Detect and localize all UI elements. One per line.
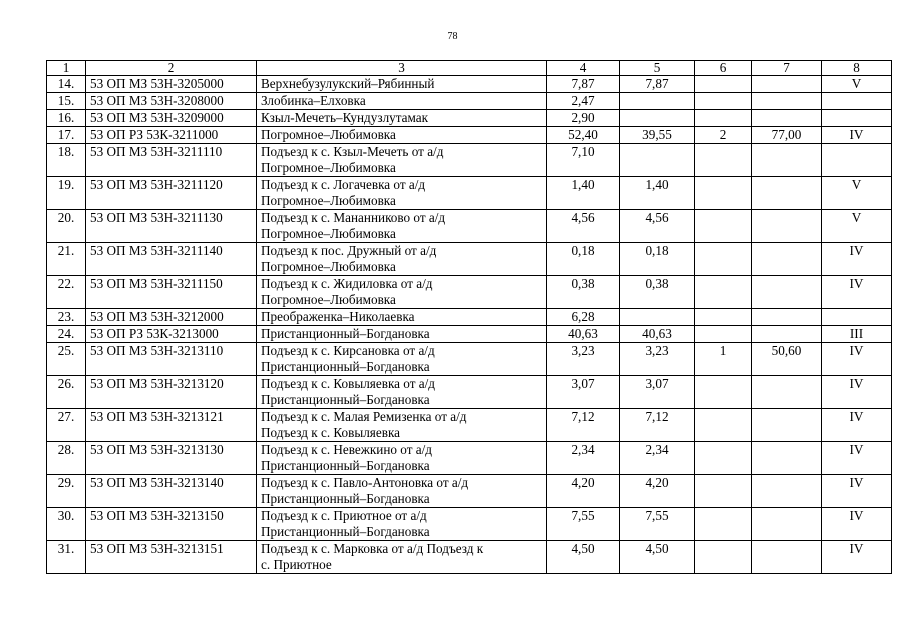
table-row: [47, 276, 892, 309]
table-row: [47, 343, 892, 376]
length-cell: 4,20: [547, 475, 620, 508]
road-name-line-2: Пристанционный–Богдановка: [261, 359, 430, 374]
width-cell: [752, 409, 822, 442]
category-cell: IV: [822, 127, 892, 144]
category-cell: V: [822, 210, 892, 243]
lanes-cell: 1: [695, 343, 752, 376]
hard-surface-length-cell: [620, 110, 695, 127]
road-name-line: Погромное–Любимовка: [261, 127, 396, 142]
lanes-cell: [695, 210, 752, 243]
road-name-line: Подъезд к с. Кирсановка от а/д: [261, 343, 435, 358]
category-cell: IV: [822, 508, 892, 541]
header-cell: 4: [547, 61, 620, 76]
road-name-line-2: с. Приютное: [261, 557, 332, 572]
row-number-cell: 30.: [47, 508, 86, 541]
table-row: [47, 326, 892, 343]
road-code-cell: 53 ОП МЗ 53Н-3213150: [86, 508, 257, 541]
road-code-cell: 53 ОП МЗ 53Н-3211150: [86, 276, 257, 309]
header-cell: 3: [257, 61, 547, 76]
road-name-line: Подъезд к с. Павло-Антоновка от а/д: [261, 475, 469, 490]
length-cell: 0,38: [547, 276, 620, 309]
length-cell: 52,40: [547, 127, 620, 144]
road-name-line: Преображенка–Николаевка: [261, 309, 415, 324]
road-name-cell: [257, 508, 547, 541]
length-cell: 3,07: [547, 376, 620, 409]
row-number-cell: 31.: [47, 541, 86, 574]
hard-surface-length-cell: [620, 93, 695, 110]
lanes-cell: [695, 177, 752, 210]
road-name-line-2: Пристанционный–Богдановка: [261, 524, 430, 539]
road-name-line: Подъезд к с. Марковка от а/д Подъезд к: [261, 541, 484, 556]
road-name-line: Подъезд к с. Мананниково от а/д: [261, 210, 446, 225]
lanes-cell: [695, 276, 752, 309]
road-name-line: Кзыл-Мечеть–Кундузлутамак: [261, 110, 429, 125]
table-row: [47, 144, 892, 177]
length-cell: 0,18: [547, 243, 620, 276]
width-cell: [752, 309, 822, 326]
lanes-cell: [695, 144, 752, 177]
length-cell: 6,28: [547, 309, 620, 326]
road-name-line-2: Пристанционный–Богдановка: [261, 491, 430, 506]
table-row: [47, 177, 892, 210]
row-number-cell: 22.: [47, 276, 86, 309]
row-number-cell: 19.: [47, 177, 86, 210]
table-row: [47, 508, 892, 541]
length-cell: 40,63: [547, 326, 620, 343]
header-cell: 1: [47, 61, 86, 76]
road-name-line: Подъезд к с. Кзыл-Мечеть от а/д: [261, 144, 444, 159]
road-name-cell: [257, 93, 547, 110]
hard-surface-length-cell: 7,12: [620, 409, 695, 442]
page-number: 78: [447, 31, 458, 42]
road-name-cell: [257, 326, 547, 343]
road-name-cell: [257, 442, 547, 475]
road-name-line: Пристанционный–Богдановка: [261, 326, 430, 341]
category-cell: V: [822, 177, 892, 210]
lanes-cell: 2: [695, 127, 752, 144]
category-cell: III: [822, 326, 892, 343]
width-cell: [752, 177, 822, 210]
length-cell: 4,56: [547, 210, 620, 243]
category-cell: IV: [822, 243, 892, 276]
length-cell: 2,90: [547, 110, 620, 127]
road-code-cell: 53 ОП МЗ 53Н-3213151: [86, 541, 257, 574]
road-code-cell: 53 ОП МЗ 53Н-3211120: [86, 177, 257, 210]
road-name-cell: [257, 210, 547, 243]
hard-surface-length-cell: 2,34: [620, 442, 695, 475]
lanes-cell: [695, 508, 752, 541]
road-name-cell: [257, 110, 547, 127]
road-name-cell: [257, 475, 547, 508]
road-name-line: Подъезд к с. Ковыляевка от а/д: [261, 376, 436, 391]
row-number-cell: 24.: [47, 326, 86, 343]
table-row: [47, 442, 892, 475]
length-cell: 2,47: [547, 93, 620, 110]
road-code-cell: 53 ОП МЗ 53Н-3212000: [86, 309, 257, 326]
road-name-cell: [257, 343, 547, 376]
road-code-cell: 53 ОП РЗ 53К-3213000: [86, 326, 257, 343]
road-code-cell: 53 ОП МЗ 53Н-3213110: [86, 343, 257, 376]
lanes-cell: [695, 93, 752, 110]
road-code-cell: 53 ОП МЗ 53Н-3205000: [86, 76, 257, 93]
length-cell: 3,23: [547, 343, 620, 376]
row-number-cell: 25.: [47, 343, 86, 376]
hard-surface-length-cell: 0,38: [620, 276, 695, 309]
header-cell: 7: [752, 61, 822, 76]
width-cell: [752, 276, 822, 309]
table-header-row: [47, 61, 892, 76]
width-cell: [752, 110, 822, 127]
table-row: [47, 541, 892, 574]
hard-surface-length-cell: 3,23: [620, 343, 695, 376]
category-cell: [822, 110, 892, 127]
row-number-cell: 16.: [47, 110, 86, 127]
row-number-cell: 21.: [47, 243, 86, 276]
category-cell: [822, 93, 892, 110]
hard-surface-length-cell: 3,07: [620, 376, 695, 409]
road-code-cell: 53 ОП МЗ 53Н-3213120: [86, 376, 257, 409]
length-cell: 7,87: [547, 76, 620, 93]
road-code-cell: 53 ОП МЗ 53Н-3211130: [86, 210, 257, 243]
road-name-line-2: Погромное–Любимовка: [261, 292, 396, 307]
category-cell: IV: [822, 475, 892, 508]
road-name-cell: [257, 376, 547, 409]
road-name-line: Подъезд к пос. Дружный от а/д: [261, 243, 437, 258]
lanes-cell: [695, 409, 752, 442]
width-cell: [752, 376, 822, 409]
row-number-cell: 17.: [47, 127, 86, 144]
road-code-cell: 53 ОП МЗ 53Н-3213140: [86, 475, 257, 508]
hard-surface-length-cell: 40,63: [620, 326, 695, 343]
lanes-cell: [695, 110, 752, 127]
road-code-cell: 53 ОП МЗ 53Н-3211140: [86, 243, 257, 276]
width-cell: 77,00: [752, 127, 822, 144]
width-cell: [752, 243, 822, 276]
header-cell: 2: [86, 61, 257, 76]
table-row: [47, 309, 892, 326]
category-cell: IV: [822, 376, 892, 409]
lanes-cell: [695, 541, 752, 574]
hard-surface-length-cell: 1,40: [620, 177, 695, 210]
category-cell: IV: [822, 442, 892, 475]
length-cell: 7,12: [547, 409, 620, 442]
road-name-cell: [257, 243, 547, 276]
road-name-line-2: Пристанционный–Богдановка: [261, 392, 430, 407]
row-number-cell: 29.: [47, 475, 86, 508]
category-cell: [822, 144, 892, 177]
header-cell: 6: [695, 61, 752, 76]
road-code-cell: 53 ОП МЗ 53Н-3208000: [86, 93, 257, 110]
road-name-line-2: Погромное–Любимовка: [261, 226, 396, 241]
row-number-cell: 20.: [47, 210, 86, 243]
width-cell: [752, 475, 822, 508]
header-cell: 8: [822, 61, 892, 76]
lanes-cell: [695, 76, 752, 93]
length-cell: 7,10: [547, 144, 620, 177]
road-code-cell: 53 ОП РЗ 53К-3211000: [86, 127, 257, 144]
road-name-line: Подъезд к с. Жидиловка от а/д: [261, 276, 433, 291]
category-cell: IV: [822, 541, 892, 574]
width-cell: [752, 508, 822, 541]
road-name-line: Подъезд к с. Логачевка от а/д: [261, 177, 426, 192]
category-cell: [822, 309, 892, 326]
width-cell: [752, 144, 822, 177]
road-name-line-2: Подъезд к с. Ковыляевка: [261, 425, 401, 440]
road-name-line: Подъезд к с. Малая Ремизенка от а/д: [261, 409, 467, 424]
table-row: [47, 127, 892, 144]
table-row: [47, 93, 892, 110]
table-row: [47, 475, 892, 508]
row-number-cell: 28.: [47, 442, 86, 475]
row-number-cell: 26.: [47, 376, 86, 409]
roads-table: [46, 60, 892, 574]
hard-surface-length-cell: 7,55: [620, 508, 695, 541]
lanes-cell: [695, 442, 752, 475]
lanes-cell: [695, 326, 752, 343]
hard-surface-length-cell: 4,50: [620, 541, 695, 574]
header-cell: 5: [620, 61, 695, 76]
road-name-cell: [257, 276, 547, 309]
road-name-line-2: Погромное–Любимовка: [261, 259, 396, 274]
table-row: [47, 409, 892, 442]
lanes-cell: [695, 475, 752, 508]
row-number-cell: 14.: [47, 76, 86, 93]
row-number-cell: 23.: [47, 309, 86, 326]
road-code-cell: 53 ОП МЗ 53Н-3213121: [86, 409, 257, 442]
category-cell: IV: [822, 343, 892, 376]
road-name-line: Верхнебузулукский–Рябинный: [261, 76, 435, 91]
road-name-line: Злобинка–Елховка: [261, 93, 366, 108]
road-code-cell: 53 ОП МЗ 53Н-3209000: [86, 110, 257, 127]
category-cell: IV: [822, 409, 892, 442]
category-cell: IV: [822, 276, 892, 309]
row-number-cell: 27.: [47, 409, 86, 442]
width-cell: [752, 76, 822, 93]
road-name-line-2: Погромное–Любимовка: [261, 160, 396, 175]
hard-surface-length-cell: [620, 144, 695, 177]
road-code-cell: 53 ОП МЗ 53Н-3211110: [86, 144, 257, 177]
table-row: [47, 243, 892, 276]
road-name-cell: [257, 309, 547, 326]
length-cell: 2,34: [547, 442, 620, 475]
lanes-cell: [695, 376, 752, 409]
width-cell: [752, 210, 822, 243]
width-cell: [752, 541, 822, 574]
lanes-cell: [695, 309, 752, 326]
road-name-line: Подъезд к с. Невежкино от а/д: [261, 442, 433, 457]
width-cell: [752, 326, 822, 343]
width-cell: [752, 442, 822, 475]
road-name-cell: [257, 409, 547, 442]
row-number-cell: 15.: [47, 93, 86, 110]
road-name-line-2: Погромное–Любимовка: [261, 193, 396, 208]
hard-surface-length-cell: 7,87: [620, 76, 695, 93]
road-name-cell: [257, 541, 547, 574]
road-name-cell: [257, 144, 547, 177]
hard-surface-length-cell: 0,18: [620, 243, 695, 276]
width-cell: [752, 93, 822, 110]
table-row: [47, 210, 892, 243]
road-name-cell: [257, 76, 547, 93]
lanes-cell: [695, 243, 752, 276]
table-row: [47, 376, 892, 409]
width-cell: 50,60: [752, 343, 822, 376]
hard-surface-length-cell: 39,55: [620, 127, 695, 144]
length-cell: 4,50: [547, 541, 620, 574]
hard-surface-length-cell: 4,56: [620, 210, 695, 243]
road-name-line-2: Пристанционный–Богдановка: [261, 458, 430, 473]
hard-surface-length-cell: [620, 309, 695, 326]
length-cell: 7,55: [547, 508, 620, 541]
table-row: [47, 110, 892, 127]
road-name-cell: [257, 127, 547, 144]
length-cell: 1,40: [547, 177, 620, 210]
hard-surface-length-cell: 4,20: [620, 475, 695, 508]
table-row: [47, 76, 892, 93]
category-cell: V: [822, 76, 892, 93]
road-code-cell: 53 ОП МЗ 53Н-3213130: [86, 442, 257, 475]
road-name-cell: [257, 177, 547, 210]
row-number-cell: 18.: [47, 144, 86, 177]
road-name-line: Подъезд к с. Приютное от а/д: [261, 508, 427, 523]
